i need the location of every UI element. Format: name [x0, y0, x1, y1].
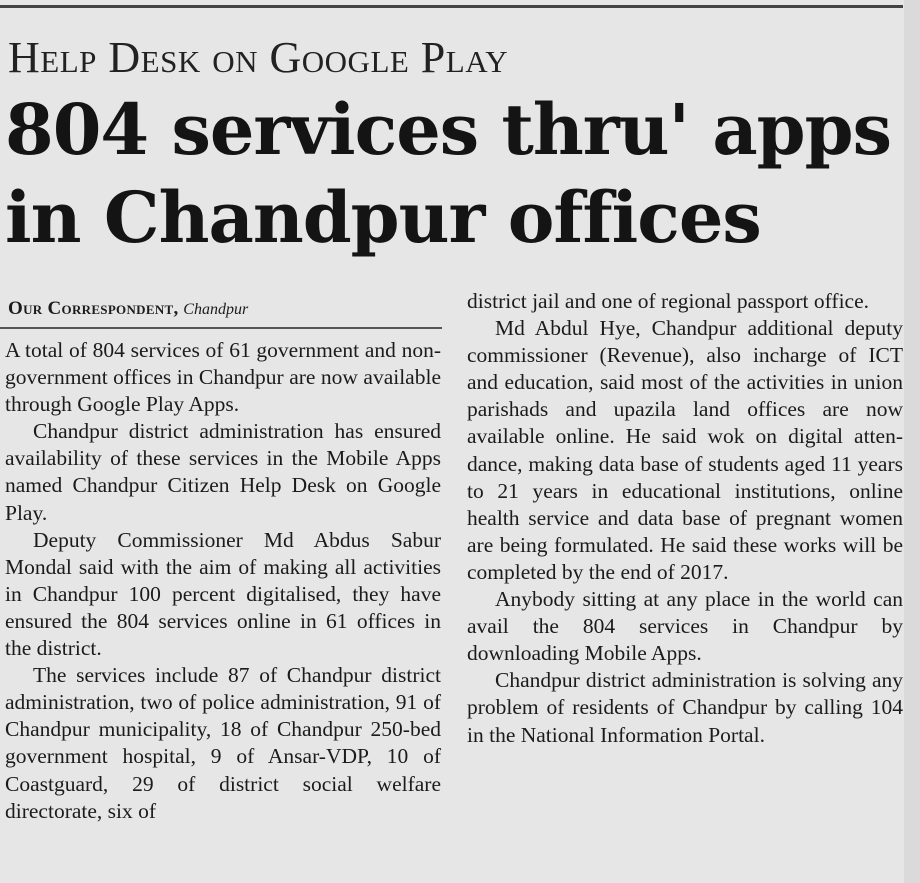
paragraph: Md Abdul Hye, Chandpur additional deputy commissioner (Revenue), also incharge of ICT and education, said most of the activities in union parishads and upazila land offices are now available online. He said wok on digital attendance, making data base of students aged 11 years to 21 years in educational institutions, online health service and data base of pregnant women are being formulated. He said these works will be completed by the end of 2017. — [467, 316, 903, 584]
top-rule — [0, 5, 903, 8]
paragraph: Chandpur district administration is solving any problem of residents of Chandpur by calling 104 in the National Information Portal. — [467, 668, 903, 747]
paragraph: Anybody sitting at any place in the world can avail the 804 services in Chandpur by downloading Mobile Apps. — [467, 587, 903, 666]
headline — [5, 86, 891, 262]
byline-rule — [0, 327, 442, 329]
kicker: Help Desk on Google Play — [8, 33, 509, 82]
headline-line-2: in Chandpur offices — [5, 176, 761, 259]
paragraph: district jail and one of regional passport office. — [467, 289, 870, 313]
paragraph: The services include 87 of Chandpur district administration, two of police administration, 91 of Chandpur municipality, 18 of Chandpur 250-bed government hospital, 9 of Ansar-VDP, 10 of Coastguard, 29 of district social welfare directorate, six of — [5, 663, 441, 823]
byline-author: Our Correspondent, — [8, 298, 179, 319]
paragraph: A total of 804 services of 61 government and non-government offices in Chandpur are now available through Google Play Apps. — [5, 338, 441, 417]
left-column — [5, 337, 441, 825]
page-edge — [904, 0, 920, 883]
right-column — [467, 288, 903, 749]
paragraph: Chandpur district administration has ensured availability of these services in the Mobile Apps named Chandpur Citizen Help Desk on Google Play. — [5, 419, 441, 525]
paragraph: Deputy Commissioner Md Abdus Sabur Mondal said with the aim of making all activities in Chandpur 100 percent digitalised, they have ensured the 804 services online in 61 offices in the district. — [5, 527, 441, 661]
byline-place: Chandpur — [183, 301, 249, 318]
headline-line-1: 804 services thru' apps — [5, 88, 891, 171]
byline — [8, 298, 248, 321]
